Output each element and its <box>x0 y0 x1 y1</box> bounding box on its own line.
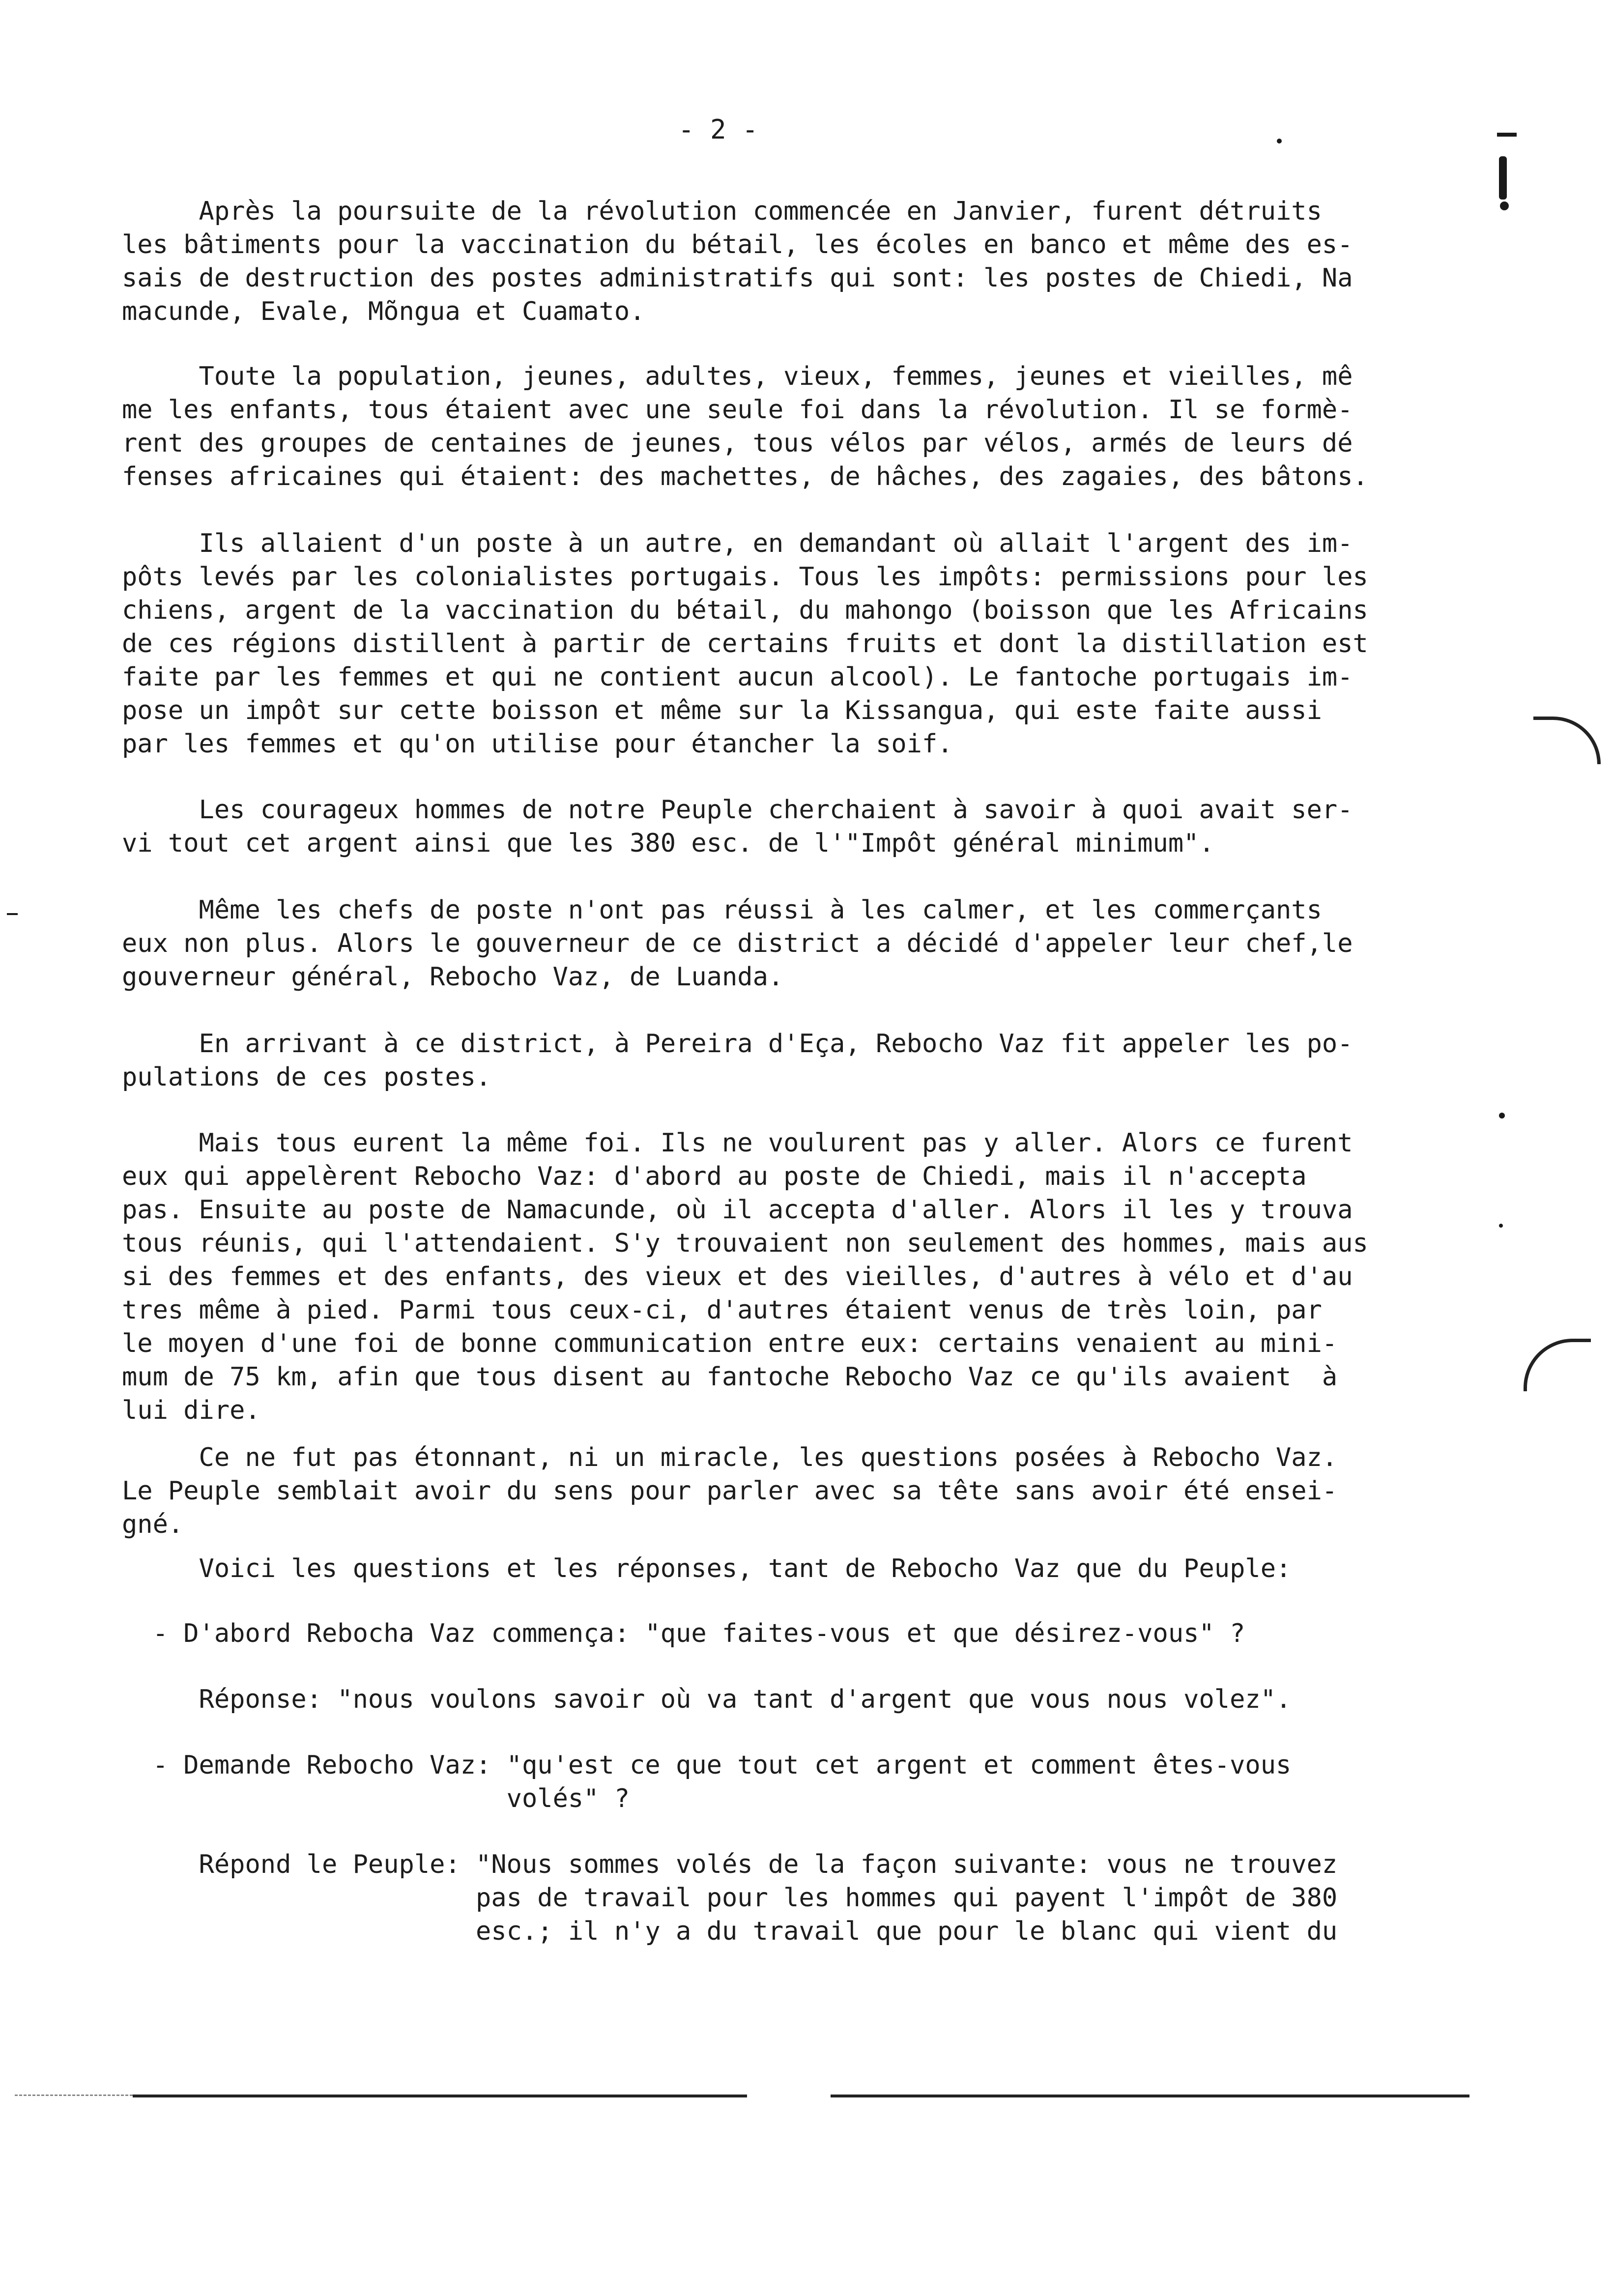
text-line: eux non plus. Alors le gouverneur de ce district a décidé d'appeler leur chef,le <box>122 929 1353 958</box>
text-line: tres même à pied. Parmi tous ceux-ci, d'autres étaient venus de très loin, par <box>122 1295 1322 1325</box>
bottom-rule-right <box>831 2095 1469 2097</box>
text-line: si des femmes et des enfants, des vieux et des vieilles, d'autres à vélo et d'au <box>122 1262 1353 1292</box>
text-line: Réponse: "nous voulons savoir où va tant d'argent que vous nous volez". <box>122 1685 1292 1714</box>
text-line: gné. <box>122 1510 184 1539</box>
text-line: Ils allaient d'un poste à un autre, en demandant où allait l'argent des im- <box>122 529 1353 558</box>
text-line: - D'abord Rebocha Vaz commença: "que faites-vous et que désirez-vous" ? <box>122 1619 1245 1648</box>
text-line: le moyen d'une foi de bonne communication entre eux: certains venaient au mini- <box>122 1329 1338 1358</box>
text-line: rent des groupes de centaines de jeunes, tous vélos par vélos, armés de leurs dé <box>122 429 1353 458</box>
text-line: Mais tous eurent la même foi. Ils ne voulurent pas y aller. Alors ce furent <box>122 1128 1353 1158</box>
text-line: Après la poursuite de la révolution commencée en Janvier, furent détruits <box>122 197 1322 226</box>
text-line: Répond le Peuple: "Nous sommes volés de la façon suivante: vous ne trouvez <box>122 1850 1338 1879</box>
text-line: pose un impôt sur cette boisson et même sur la Kissangua, qui este faite aussi <box>122 696 1322 725</box>
text-line: Ce ne fut pas étonnant, ni un miracle, les questions posées à Rebocho Vaz. <box>122 1443 1338 1472</box>
text-line: esc.; il n'y a du travail que pour le blanc qui vient du <box>122 1917 1338 1946</box>
margin-mark-dash <box>7 913 18 915</box>
text-line: macunde, Evale, Mõngua et Cuamato. <box>122 297 645 326</box>
margin-mark-dot <box>1499 1224 1503 1228</box>
margin-mark-dot <box>1277 139 1282 144</box>
text-line: par les femmes et qu'on utilise pour étancher la soif. <box>122 729 953 759</box>
text-line: Le Peuple semblait avoir du sens pour parler avec sa tête sans avoir été ensei- <box>122 1476 1338 1506</box>
text-line: me les enfants, tous étaient avec une seule foi dans la révolution. Il se formè- <box>122 395 1353 425</box>
text-line: les bâtiments pour la vaccination du bétail, les écoles en banco et même des es- <box>122 230 1353 259</box>
text-line: Toute la population, jeunes, adultes, vieux, femmes, jeunes et vieilles, mê <box>122 362 1353 391</box>
text-line: sais de destruction des postes administratifs qui sont: les postes de Chiedi, Na <box>122 263 1353 293</box>
text-line: gouverneur général, Rebocho Vaz, de Luanda. <box>122 962 784 992</box>
text-line: fenses africaines qui étaient: des machettes, de hâches, des zagaies, des bâtons. <box>122 462 1368 491</box>
page-number: - 2 - <box>678 114 758 145</box>
bottom-rule-left <box>133 2095 747 2097</box>
margin-arc-mark <box>1533 717 1601 764</box>
text-line: chiens, argent de la vaccination du bétail, du mahongo (boisson que les Africains <box>122 596 1368 625</box>
text-line: pôts levés par les colonialistes portugais. Tous les impôts: permissions pour les <box>122 562 1368 592</box>
text-line: En arrivant à ce district, à Pereira d'Eça, Rebocho Vaz fit appeler les po- <box>122 1029 1353 1059</box>
text-line: Voici les questions et les réponses, tant de Rebocho Vaz que du Peuple: <box>122 1554 1292 1583</box>
margin-mark-dash <box>1497 133 1517 137</box>
text-line: - Demande Rebocho Vaz: "qu'est ce que tout cet argent et comment êtes-vous <box>122 1751 1292 1780</box>
text-line: lui dire. <box>122 1396 260 1425</box>
text-line: mum de 75 km, afin que tous disent au fantoche Rebocho Vaz ce qu'ils avaient à <box>122 1362 1338 1392</box>
text-line: pas. Ensuite au poste de Namacunde, où il accepta d'aller. Alors il les y trouva <box>122 1195 1353 1225</box>
text-line: Les courageux hommes de notre Peuple cherchaient à savoir à quoi avait ser- <box>122 795 1353 825</box>
text-line: de ces régions distillent à partir de certains fruits et dont la distillation est <box>122 629 1368 659</box>
text-line: volés" ? <box>122 1784 630 1813</box>
text-line: eux qui appelèrent Rebocho Vaz: d'abord au poste de Chiedi, mais il n'accepta <box>122 1162 1307 1191</box>
text-line: vi tout cet argent ainsi que les 380 esc. de l'"Impôt général minimum". <box>122 829 1214 858</box>
margin-mark-bar <box>1499 156 1507 200</box>
text-line: Même les chefs de poste n'ont pas réussi à les calmer, et les commerçants <box>122 895 1322 925</box>
margin-arc-mark <box>1524 1339 1591 1391</box>
text-line: pas de travail pour les hommes qui payent l'impôt de 380 <box>122 1883 1338 1913</box>
text-line: faite par les femmes et qui ne contient aucun alcool). Le fantoche portugais im- <box>122 662 1353 692</box>
text-line: pulations de ces postes. <box>122 1062 491 1092</box>
bottom-rule-faint <box>15 2095 133 2096</box>
margin-mark-dot <box>1500 201 1509 210</box>
margin-mark-dot <box>1499 1113 1505 1119</box>
text-line: tous réunis, qui l'attendaient. S'y trouvaient non seulement des hommes, mais aus <box>122 1229 1368 1258</box>
